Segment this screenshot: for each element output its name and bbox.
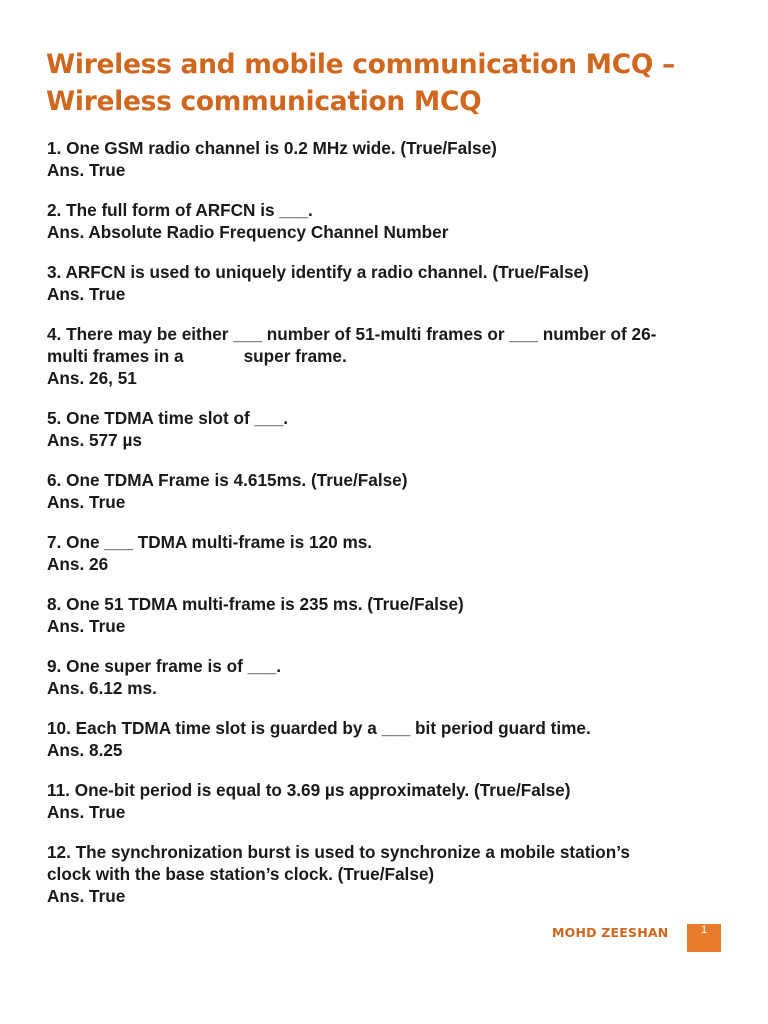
question-item-4 <box>47 323 727 389</box>
question-text: 7. One ___ TDMA multi-frame is 120 ms. <box>47 532 373 552</box>
question-text: 6. One TDMA Frame is 4.615ms. (True/False) <box>47 470 408 490</box>
question-text: 1. One GSM radio channel is 0.2 MHz wide. (True/False) <box>47 138 497 158</box>
answer-text: Ans. True <box>47 492 126 512</box>
question-item-9 <box>47 655 727 699</box>
question-item-6 <box>47 469 727 513</box>
answer-text: Ans. Absolute Radio Frequency Channel Number <box>47 222 449 242</box>
question-item-7 <box>47 531 727 575</box>
question-item-8 <box>47 593 727 637</box>
question-item-3 <box>47 261 727 305</box>
answer-text: Ans. 6.12 ms. <box>47 678 157 698</box>
question-item-5 <box>47 407 727 451</box>
question-text-line-1: 12. The synchronization burst is used to synchronize a mobile station’s <box>47 842 630 862</box>
question-item-11 <box>47 779 727 823</box>
answer-text: Ans. True <box>47 160 126 180</box>
title-line-2: Wireless communication MCQ <box>46 86 482 117</box>
answer-text: Ans. True <box>47 886 126 906</box>
answer-text: Ans. 26, 51 <box>47 368 137 388</box>
answer-text: Ans. True <box>47 284 126 304</box>
title-line-1: Wireless and mobile communication MCQ – <box>46 49 675 80</box>
question-item-12 <box>47 841 727 907</box>
question-text: 10. Each TDMA time slot is guarded by a ___ bit period guard time. <box>47 718 591 738</box>
answer-text: Ans. True <box>47 616 126 636</box>
question-text: 3. ARFCN is used to uniquely identify a radio channel. (True/False) <box>47 262 589 282</box>
question-text: 8. One 51 TDMA multi-frame is 235 ms. (True/False) <box>47 594 464 614</box>
page-number-badge: 1 <box>687 924 721 952</box>
question-item-2 <box>47 199 727 243</box>
footer-author: MOHD ZEESHAN <box>552 925 669 940</box>
question-text-line-2 <box>47 345 727 367</box>
answer-text: Ans. 26 <box>47 554 109 574</box>
question-text: 11. One-bit period is equal to 3.69 µs approximately. (True/False) <box>47 780 571 800</box>
question-text: 9. One super frame is of ___. <box>47 656 282 676</box>
answer-text: Ans. True <box>47 802 126 822</box>
answer-text: Ans. 577 µs <box>47 430 142 450</box>
question-text-line-1: 4. There may be either ___ number of 51-multi frames or ___ number of 26- <box>47 324 657 344</box>
question-text-segment: super frame. <box>243 346 347 366</box>
answer-text: Ans. 8.25 <box>47 740 123 760</box>
question-list <box>47 137 727 925</box>
question-text-segment: multi frames in a <box>47 346 184 366</box>
question-text: 2. The full form of ARFCN is ___. <box>47 200 313 220</box>
question-text-line-2: clock with the base station’s clock. (True/False) <box>47 864 435 884</box>
question-item-10 <box>47 717 727 761</box>
question-text: 5. One TDMA time slot of ___. <box>47 408 288 428</box>
question-item-1 <box>47 137 727 181</box>
page-title <box>46 46 736 120</box>
